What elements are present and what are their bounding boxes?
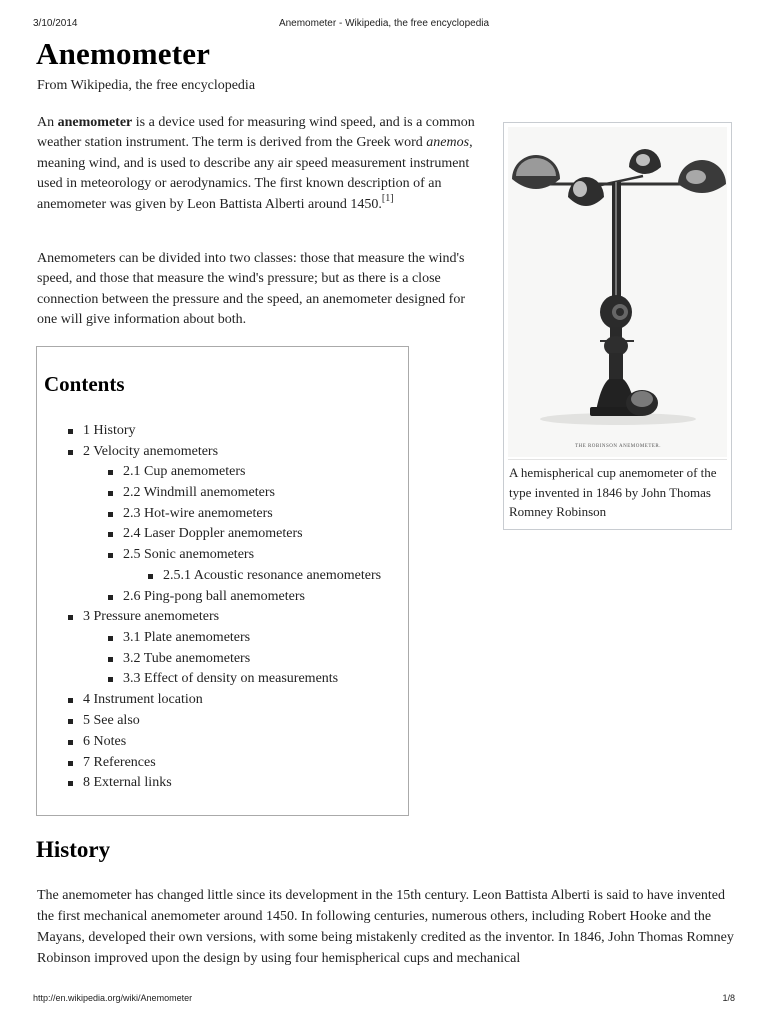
- toc-item-ping-pong-ball-anemometers[interactable]: 2.6 Ping-pong ball anemometers: [123, 589, 305, 605]
- toc-item-see-also[interactable]: 5 See also: [83, 713, 140, 729]
- print-date: 3/10/2014: [33, 18, 78, 29]
- bullet-icon: [148, 574, 153, 579]
- print-url: http://en.wikipedia.org/wiki/Anemometer: [33, 993, 193, 1003]
- toc-item-velocity-anemometers[interactable]: 2 Velocity anemometers: [83, 444, 218, 460]
- toc-item-plate-anemometers[interactable]: 3.1 Plate anemometers: [123, 630, 250, 646]
- page-title: Anemometer: [36, 36, 211, 71]
- reference-link[interactable]: [1]: [381, 192, 394, 204]
- classes-paragraph: Anemometers can be divided into two classes: those that measure the wind's speed, and those that measure the wind's pressure; but as there is a close connection between the pressure and the speed, an anemometer designed for one will give information about both.: [37, 251, 465, 328]
- caption-divider: [508, 459, 727, 460]
- toc-item-effect-of-density[interactable]: 3.3 Effect of density on measurements: [123, 671, 338, 687]
- toc-item-sonic-anemometers[interactable]: 2.5 Sonic anemometers: [123, 547, 254, 563]
- history-paragraph: The anemometer has changed little since its development in the 15th century. Leon Battista Alberti is said to have invented the first mechanical anemometer around 1450. In following centuries, numerous others, including Robert Hooke and the Mayans, developed their own versions, with some being mistakenly credited as the inventor. In 1846, John Thomas Romney Robinson improved upon the design by using four hemispherical cups and mechanical: [37, 888, 734, 966]
- bullet-icon: [108, 532, 113, 537]
- section-heading-history: History: [36, 837, 111, 862]
- toc-item-tube-anemometers[interactable]: 3.2 Tube anemometers: [123, 651, 250, 667]
- bullet-icon: [68, 740, 73, 745]
- toc-item-pressure-anemometers[interactable]: 3 Pressure anemometers: [83, 609, 219, 625]
- bullet-icon: [108, 553, 113, 558]
- toc-item-instrument-location[interactable]: 4 Instrument location: [83, 692, 203, 708]
- bold-term: anemometer: [57, 115, 133, 130]
- toc-item-windmill-anemometers[interactable]: 2.2 Windmill anemometers: [123, 485, 275, 501]
- toc-item-references[interactable]: 7 References: [83, 755, 156, 771]
- toc-item-history[interactable]: 1 History: [83, 423, 136, 439]
- bullet-icon: [108, 595, 113, 600]
- toc-item-notes[interactable]: 6 Notes: [83, 734, 126, 750]
- toc-item-cup-anemometers[interactable]: 2.1 Cup anemometers: [123, 464, 245, 480]
- intro-paragraph: An anemometer is a device used for measuring wind speed, and is a common weather station instrument. The term is derived from the Greek word anemos, meaning wind, and is used to describe any air speed measurement instrument used in meteorology or aerodynamics. The first known description of an anemometer was given by Leon Battista Alberti around 1450.[1]: [37, 115, 475, 212]
- bullet-icon: [68, 719, 73, 724]
- table-of-contents: [36, 346, 409, 816]
- robinson-anemometer-image[interactable]: [508, 127, 727, 457]
- site-tagline: From Wikipedia, the free encyclopedia: [37, 78, 256, 93]
- toc-item-acoustic-resonance[interactable]: 2.5.1 Acoustic resonance anemometers: [163, 568, 381, 584]
- print-page-title: Anemometer - Wikipedia, the free encyclopedia: [278, 18, 490, 29]
- greek-word: anemos: [426, 135, 470, 151]
- image-label: THE ROBINSON ANEMOMETER.: [574, 444, 662, 449]
- bullet-icon: [108, 657, 113, 662]
- bullet-icon: [68, 429, 73, 434]
- bullet-icon: [68, 450, 73, 455]
- bullet-icon: [68, 615, 73, 620]
- bullet-icon: [108, 470, 113, 475]
- bullet-icon: [68, 761, 73, 766]
- toc-item-hot-wire-anemometers[interactable]: 2.3 Hot-wire anemometers: [123, 506, 273, 522]
- figure-caption: A hemispherical cup anemometer of the type invented in 1846 by John Thomas Romney Robinson: [509, 465, 717, 520]
- page-number: 1/8: [722, 993, 735, 1003]
- bullet-icon: [68, 781, 73, 786]
- toc-item-external-links[interactable]: 8 External links: [83, 775, 172, 791]
- bullet-icon: [108, 677, 113, 682]
- toc-item-laser-doppler-anemometers[interactable]: 2.4 Laser Doppler anemometers: [123, 526, 303, 542]
- print-footer: [0, 993, 768, 1007]
- print-header: [0, 18, 768, 32]
- toc-heading: Contents: [44, 372, 125, 396]
- bullet-icon: [108, 491, 113, 496]
- figure-box: [503, 122, 732, 530]
- bullet-icon: [68, 698, 73, 703]
- bullet-icon: [108, 636, 113, 641]
- bullet-icon: [108, 512, 113, 517]
